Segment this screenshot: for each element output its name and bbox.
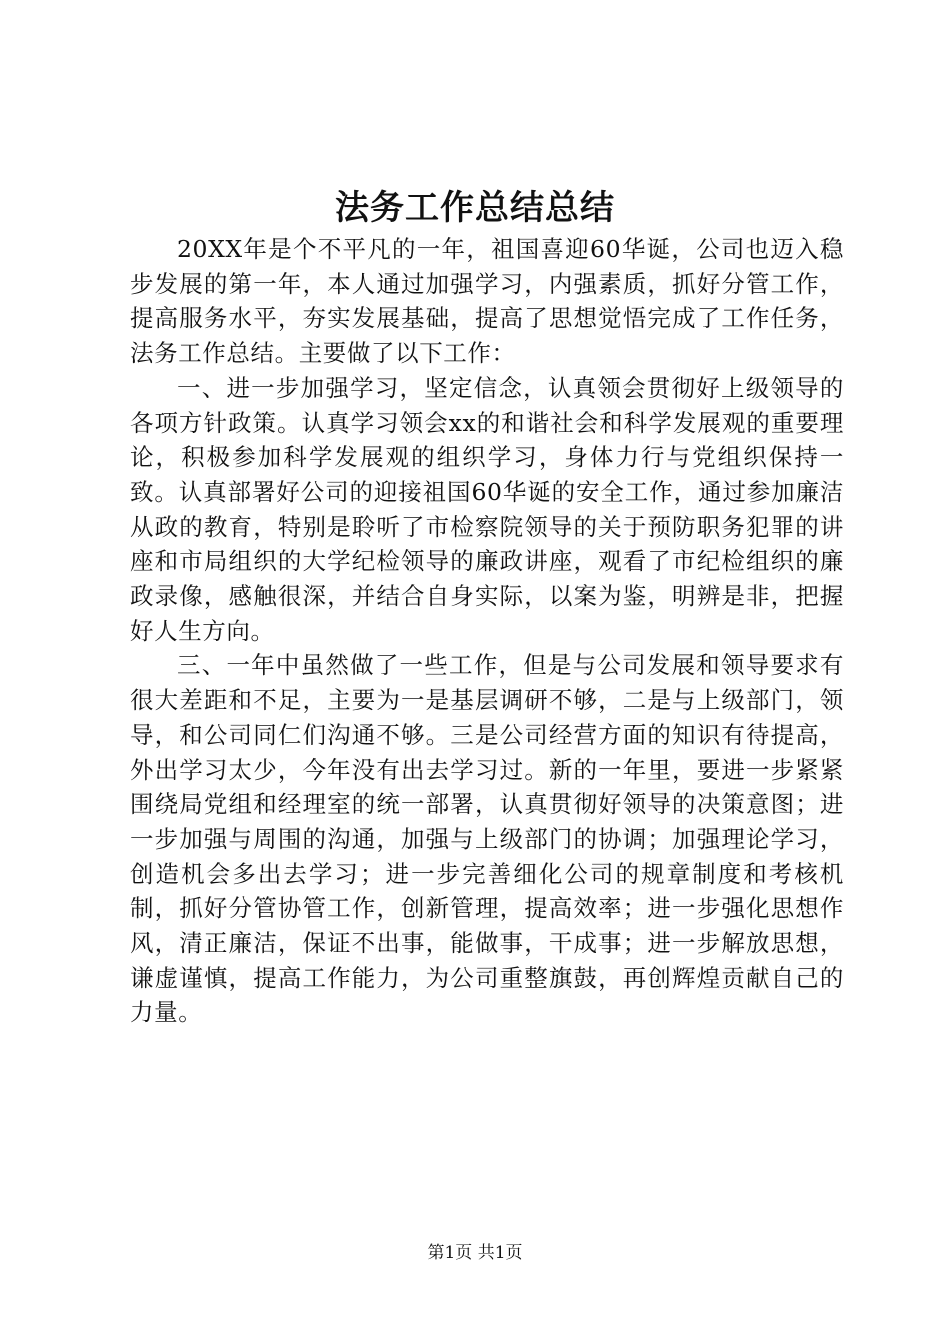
paragraph-section-one: 一、进一步加强学习，坚定信念，认真领会贯彻好上级领导的各项方针政策。认真学习领会xx的和谐社会和科学发展观的重要理论，积极参加科学发展观的组织学习，身体力行与党组织保持一致。认真部署好公司的迎接祖国60华诞的安全工作，通过参加廉洁从政的教育，特别是聆听了市检察院领导的关于预防职务犯罪的讲座和市局组织的大学纪检领导的廉政讲座，观看了市纪检组织的廉政录像，感触很深，并结合自身实际，以案为鉴，明辨是非，把握好人生方向。 <box>130 373 844 645</box>
paragraph-intro: 20XX年是个不平凡的一年，祖国喜迎60华诞，公司也迈入稳步发展的第一年，本人通过加强学习，内强素质，抓好分管工作，提高服务水平，夯实发展基础，提高了思想觉悟完成了工作任务，法务工作总结。主要做了以下工作： <box>130 235 844 368</box>
paragraph-section-three: 三、一年中虽然做了一些工作，但是与公司发展和领导要求有很大差距和不足，主要为一是基层调研不够，二是与上级部门，领导，和公司同仁们沟通不够。三是公司经营方面的知识有待提高，外出学习太少，今年没有出去学习过。新的一年里，要进一步紧紧围绕局党组和经理室的统一部署，认真贯彻好领导的决策意图；进一步加强与周围的沟通，加强与上级部门的协调；加强理论学习，创造机会多出去学习；进一步完善细化公司的规章制度和考核机制，抓好分管协管工作，创新管理，提高效率；进一步强化思想作风，清正廉洁，保证不出事，能做事，干成事；进一步解放思想，谦虚谨慎，提高工作能力，为公司重整旗鼓，再创辉煌贡献自己的力量。 <box>130 651 844 1027</box>
document-title: 法务工作总结总结 <box>335 188 615 228</box>
document-body <box>130 232 844 1030</box>
page-number-footer: 第1页 共1页 <box>427 1243 523 1263</box>
